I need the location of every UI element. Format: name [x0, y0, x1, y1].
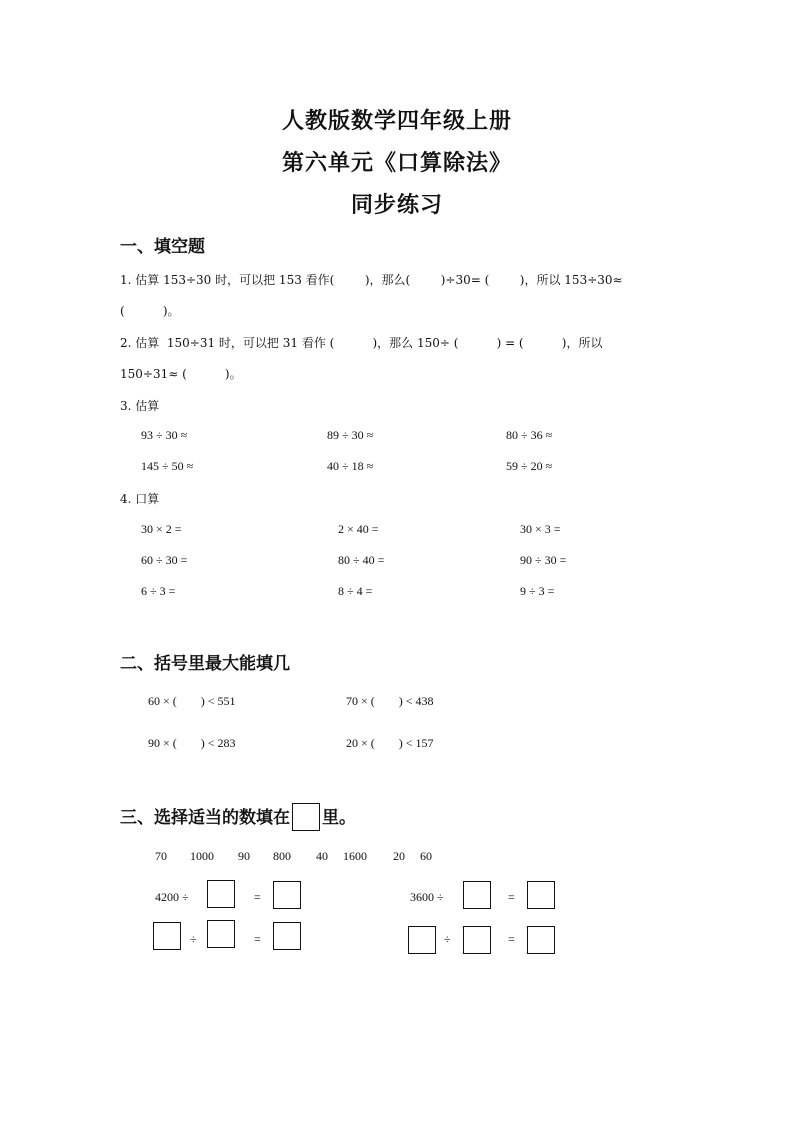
unit-title: 第六单元《口算除法》 — [281, 150, 512, 176]
answer-box[interactable] — [527, 881, 555, 909]
q2-line1: 2. 估算 150÷31 时，可以把 31 看作 ( )，那么 150÷ ( ) = ( )，所以 — [120, 336, 603, 350]
answer-box[interactable] — [408, 926, 436, 954]
estimate-item: 89 ÷ 30 ≈ — [327, 428, 374, 442]
q1-line2: ( )。 — [120, 304, 180, 318]
q3-label: 3. 估算 — [120, 399, 160, 413]
answer-box[interactable] — [207, 880, 235, 908]
answer-box[interactable] — [207, 920, 235, 948]
equals-sign: = — [508, 932, 515, 946]
estimate-item: 93 ÷ 30 ≈ — [141, 428, 188, 442]
worksheet-title: 人教版数学四年级上册 — [281, 108, 512, 134]
number-choice: 60 — [420, 849, 432, 863]
mental-math-item: 90 ÷ 30 = — [520, 553, 567, 567]
inequality-item: 70 × ( ) < 438 — [346, 694, 434, 708]
equation-dividend: 3600 ÷ — [410, 890, 444, 904]
estimate-item: 59 ÷ 20 ≈ — [506, 459, 553, 473]
answer-box[interactable] — [153, 922, 181, 950]
answer-box[interactable] — [273, 881, 301, 909]
q1-line1: 1. 估算 153÷30 时，可以把 153 看作( )，那么( )÷30= ( )，所以 153÷30≈ — [120, 273, 623, 287]
section-3-heading-text: 三、选择适当的数填在 — [120, 808, 290, 828]
mental-math-item: 60 ÷ 30 = — [141, 553, 188, 567]
number-choice: 1000 — [190, 849, 214, 863]
section-3-heading-tail: 里。 — [322, 808, 356, 828]
inequality-item: 90 × ( ) < 283 — [148, 736, 236, 750]
divide-sign: ÷ — [444, 932, 451, 946]
mental-math-item: 6 ÷ 3 = — [141, 584, 176, 598]
mental-math-item: 30 × 3 = — [520, 522, 561, 536]
mental-math-item: 8 ÷ 4 = — [338, 584, 373, 598]
answer-box-icon — [292, 803, 320, 831]
inequality-item: 20 × ( ) < 157 — [346, 736, 434, 750]
estimate-item: 145 ÷ 50 ≈ — [141, 459, 194, 473]
number-choice: 800 — [273, 849, 291, 863]
inequality-item: 60 × ( ) < 551 — [148, 694, 236, 708]
divide-sign: ÷ — [190, 932, 197, 946]
equals-sign: = — [254, 932, 261, 946]
equals-sign: = — [508, 890, 515, 904]
exercise-title: 同步练习 — [350, 192, 443, 218]
number-choice: 40 — [316, 849, 328, 863]
number-choice: 70 — [155, 849, 167, 863]
answer-box[interactable] — [273, 922, 301, 950]
answer-box[interactable] — [463, 926, 491, 954]
mental-math-item: 2 × 40 = — [338, 522, 379, 536]
q4-label: 4. 口算 — [120, 492, 160, 506]
answer-box[interactable] — [527, 926, 555, 954]
equation-dividend: 4200 ÷ — [155, 890, 189, 904]
estimate-item: 40 ÷ 18 ≈ — [327, 459, 374, 473]
section-2-heading: 二、括号里最大能填几 — [120, 654, 290, 674]
number-choice: 90 — [238, 849, 250, 863]
equals-sign: = — [254, 890, 261, 904]
number-choice: 20 — [393, 849, 405, 863]
section-1-heading: 一、填空题 — [120, 237, 205, 257]
mental-math-item: 9 ÷ 3 = — [520, 584, 555, 598]
mental-math-item: 30 × 2 = — [141, 522, 182, 536]
section-3-heading — [120, 803, 356, 833]
estimate-item: 80 ÷ 36 ≈ — [506, 428, 553, 442]
number-choice: 1600 — [343, 849, 367, 863]
answer-box[interactable] — [463, 881, 491, 909]
mental-math-item: 80 ÷ 40 = — [338, 553, 385, 567]
q2-line2: 150÷31≈ ( )。 — [120, 367, 242, 381]
